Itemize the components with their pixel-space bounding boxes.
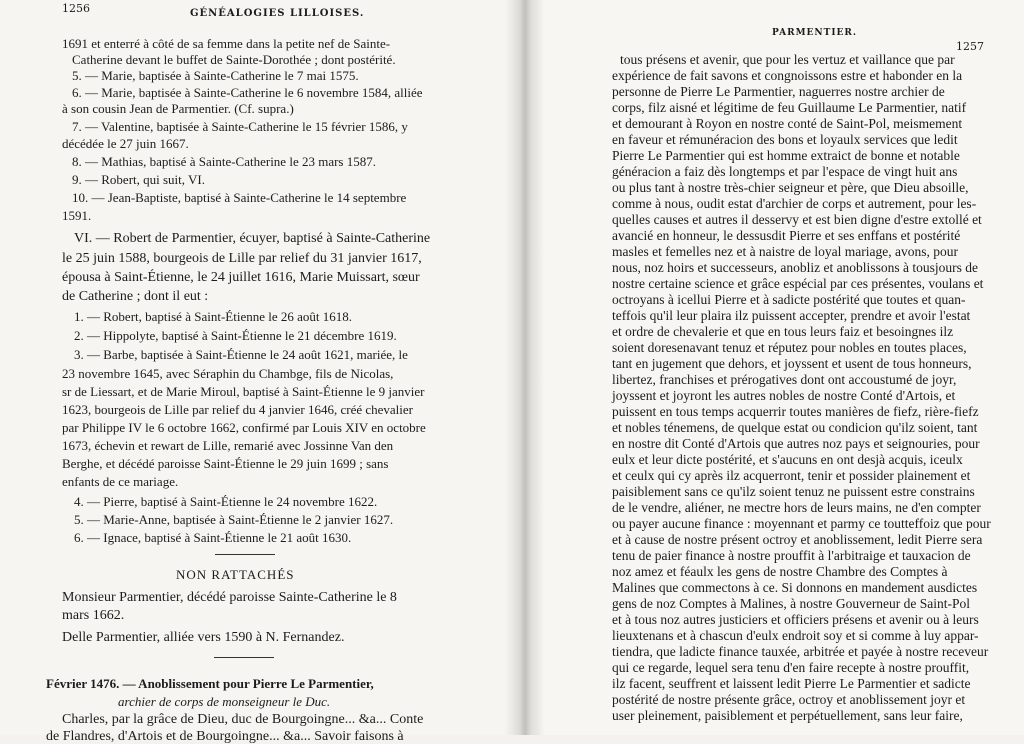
text-line: 5. — Marie, baptisée à Sainte-Catherine le 7 mai 1575. — [72, 68, 359, 83]
text-line: Delle Parmentier, alliée vers 1590 à N. Fernandez. — [62, 630, 345, 645]
text-line: 1591. — [62, 208, 92, 223]
page-number-left: 1256 — [62, 2, 90, 15]
text-line: ou payer aucune finance : moyennant et parmy ce toutteffoiz que pour — [612, 516, 991, 531]
text-line: soient doresenavant tenuz et réputez pour nobles en toutes places, — [612, 340, 967, 355]
text-line: eulx et leur dicte postérité, et s'aucuns en ont desjà acquis, iceulx — [612, 452, 963, 467]
text-line: Berghe, et décédé paroisse Saint-Étienne le 29 juin 1699 ; sans — [62, 456, 389, 471]
text-line: le 25 juin 1588, bourgeois de Lille par relief du 31 janvier 1617, — [62, 251, 422, 266]
text-line: de Catherine ; dont il eut : — [62, 289, 209, 304]
text-line: épousa à Saint-Étienne, le 24 juillet 1616, Marie Muissart, sœur — [62, 270, 420, 285]
text-line: avancié en honneur, le dessusdit Pierre et ses enffans et postérité — [612, 228, 961, 243]
text-line: nostre certaine science et grâce espécial par ces présentes, voulans et — [612, 276, 984, 291]
text-line: expérience de fait savons et congnoissons estre et habonder en la — [612, 68, 963, 83]
text-line: 1691 et enterré à côté de sa femme dans la petite nef de Sainte- — [62, 36, 391, 51]
text-line: Février 1476. — Anoblissement pour Pierre Le Parmentier, — [46, 676, 374, 691]
text-line: corps, filz aisné et légitime de feu Guillaume Le Parmentier, natif — [612, 100, 967, 115]
text-line: de Flandres, d'Artois et de Bourgoingne... &a... Savoir faisons à — [46, 729, 404, 744]
text-line: noz amez et féaulx les gens de nostre Chambre des Comptes à — [612, 564, 948, 579]
text-line: et demourant à Royon en nostre conté de Saint-Pol, meismement — [612, 116, 963, 131]
text-line: et ceulx qui cy après ilz acquerront, tenir et possider plainement et — [612, 468, 971, 483]
text-line: personne de Pierre Le Parmentier, naguerres nostre archier de — [612, 84, 945, 99]
text-line: 8. — Mathias, baptisé à Sainte-Catherine le 23 mars 1587. — [72, 154, 376, 169]
divider — [215, 554, 275, 555]
book-gutter — [505, 0, 545, 735]
text-line: user pleinement, paisiblement et perpétuellement, sans leur faire, — [612, 708, 963, 723]
text-line: gens de noz Comptes à Malines, à nostre Gouverneur de Saint-Pol — [612, 596, 971, 611]
text-line: généracion a faiz dès longtemps et par l'espace de vingt huit ans — [612, 164, 958, 179]
text-line: ou plus tant à nostre très-chier seigneur et père, que Dieu absoille, — [612, 180, 969, 195]
text-line: nous, noz hoirs et successeurs, anobliz et anoblissons à tousjours de — [612, 260, 978, 275]
text-line: 6. — Marie, baptisée à Sainte-Catherine le 6 novembre 1584, alliée — [72, 85, 423, 100]
text-line: postérité de nostre présente grâce, octroy et anoblissement joyr et — [612, 692, 966, 707]
text-line: VI. — Robert de Parmentier, écuyer, baptisé à Sainte-Catherine — [74, 231, 431, 246]
text-line: et à tous noz autres justiciers et officiers présens et avenir ou à leurs — [612, 612, 979, 627]
text-line: et ordre de chevalerie et que en tous leurs faiz et besoingnes ilz — [612, 324, 954, 339]
text-line: 4. — Pierre, baptisé à Saint-Étienne le 24 novembre 1622. — [74, 494, 378, 509]
text-line: 2. — Hippolyte, baptisé à Saint-Étienne le 21 décembre 1619. — [74, 328, 397, 343]
text-line: 9. — Robert, qui suit, VI. — [72, 172, 206, 187]
text-line: 5. — Marie-Anne, baptisée à Saint-Étienne le 2 janvier 1627. — [74, 512, 394, 527]
text-line: à son cousin Jean de Parmentier. (Cf. supra.) — [62, 101, 294, 116]
text-line: 1673, échevin et rewart de Lille, remarié avec Jossinne Van den — [62, 438, 394, 453]
text-line: masles et femelles nez et à naistre de loyal mariage, avons, pour — [612, 244, 958, 259]
text-line: joyssent et joyront les autres nobles de nostre Conté d'Artois, et — [612, 388, 956, 403]
text-line: 1. — Robert, baptisé à Saint-Étienne le 26 août 1618. — [74, 309, 352, 324]
text-line: de le vendre, aliéner, ne mectre hors de leurs mains, ne d'en compter — [612, 500, 981, 515]
text-line: Catherine devant le buffet de Sainte-Dorothée ; dont postérité. — [72, 52, 396, 67]
text-line: libertez, franchises et prérogatives dont ont accoustumé de joyr, — [612, 372, 957, 387]
text-line: comme à nous, oudit estat d'archier de corps et autrement, pour les- — [612, 196, 977, 211]
text-line: 1623, bourgeois de Lille par relief du 4 janvier 1646, créé chevalier — [62, 402, 413, 417]
text-line: en faveur et rémunéracion des bons et loyaulx services que ledit — [612, 132, 958, 147]
text-line: teffois qu'il leur plaira ilz puissent accepter, prendre et avoir l'estat — [612, 308, 971, 323]
text-line: tiendra, que ladicte finance tauxée, arbitrée et payée à nostre receveur — [612, 644, 989, 659]
text-line: enfants de ce mariage. — [62, 474, 179, 489]
text-line: par Philippe IV le 6 octobre 1662, confirmé par Louis XIV en octobre — [62, 420, 426, 435]
text-line: 7. — Valentine, baptisée à Sainte-Catherine le 15 février 1586, y — [72, 119, 408, 134]
text-line: et nobles ténemens, de quelque estat ou condicion qu'ilz soient, tant — [612, 420, 978, 435]
text-line: puissent en tous temps acquerrir toutes manières de fiefz, rière-fiefz — [612, 404, 979, 419]
text-line: Charles, par la grâce de Dieu, duc de Bourgoingne... &a... Conte — [62, 712, 424, 727]
text-line: Pierre Le Parmentier qui est homme extraict de bonne et notable — [612, 148, 960, 163]
text-line: 23 novembre 1645, avec Séraphin du Chambge, fils de Nicolas, — [62, 366, 394, 381]
text-line: tant en jugement que dehors, et joyssent et usent de tous honneurs, — [612, 356, 972, 371]
divider — [214, 657, 274, 658]
text-line: lieuxtenans et à chascun d'eulx endroit soy et si comme à luy appar- — [612, 628, 979, 643]
text-line: paisiblement sans ce qu'ilz soient tenuz ne puissent estre constrains — [612, 484, 975, 499]
text-line: 10. — Jean-Baptiste, baptisé à Sainte-Catherine le 14 septembre — [72, 190, 407, 205]
text-line: Malines que commectons à ce. Si donnons en mandement ausdictes — [612, 580, 978, 595]
text-line: décédée le 27 juin 1667. — [62, 136, 189, 151]
text-line: quelles causes et autres il desservy et est bien digne d'estre extollé et — [612, 212, 982, 227]
text-line: tous présens et avenir, que pour les vertuz et vaillance que par — [620, 52, 955, 67]
text-line: Monsieur Parmentier, décédé paroisse Sainte-Catherine le 8 — [62, 590, 397, 605]
section-heading: NON RATTACHÉS — [176, 567, 295, 582]
text-line: octroyans à icellui Pierre et à sadicte postérité que toutes et quan- — [612, 292, 966, 307]
running-head-left: GÉNÉALOGIES LILLOISES. — [190, 8, 365, 19]
text-line: qui ce regarde, lequel sera tenu d'en faire recepte à nostre prouffit, — [612, 660, 970, 675]
text-line: 3. — Barbe, baptisée à Saint-Étienne le 24 août 1621, mariée, le — [74, 347, 408, 362]
text-line: ilz facent, seuffrent et laissent ledit Pierre Le Parmentier et sadicte — [612, 676, 971, 691]
text-line: tenu de paier finance à nostre prouffit à l'arbitraige et tauxacion de — [612, 548, 971, 563]
page-number-right: 1257 — [956, 40, 984, 53]
text-line: 6. — Ignace, baptisé à Saint-Étienne le 21 août 1630. — [74, 530, 352, 545]
text-line: en nostre dit Conté d'Artois que autres noz pays et seignouries, pour — [612, 436, 980, 451]
text-line: sr de Liessart, et de Marie Miroul, baptisé à Saint-Étienne le 9 janvier — [62, 384, 425, 399]
running-head-right: PARMENTIER. — [772, 28, 858, 38]
text-line: archier de corps de monseigneur le Duc. — [118, 694, 331, 709]
text-line: mars 1662. — [62, 608, 125, 623]
text-line: et à cause de nostre présent octroy et anoblissement, ledit Pierre sera — [612, 532, 983, 547]
